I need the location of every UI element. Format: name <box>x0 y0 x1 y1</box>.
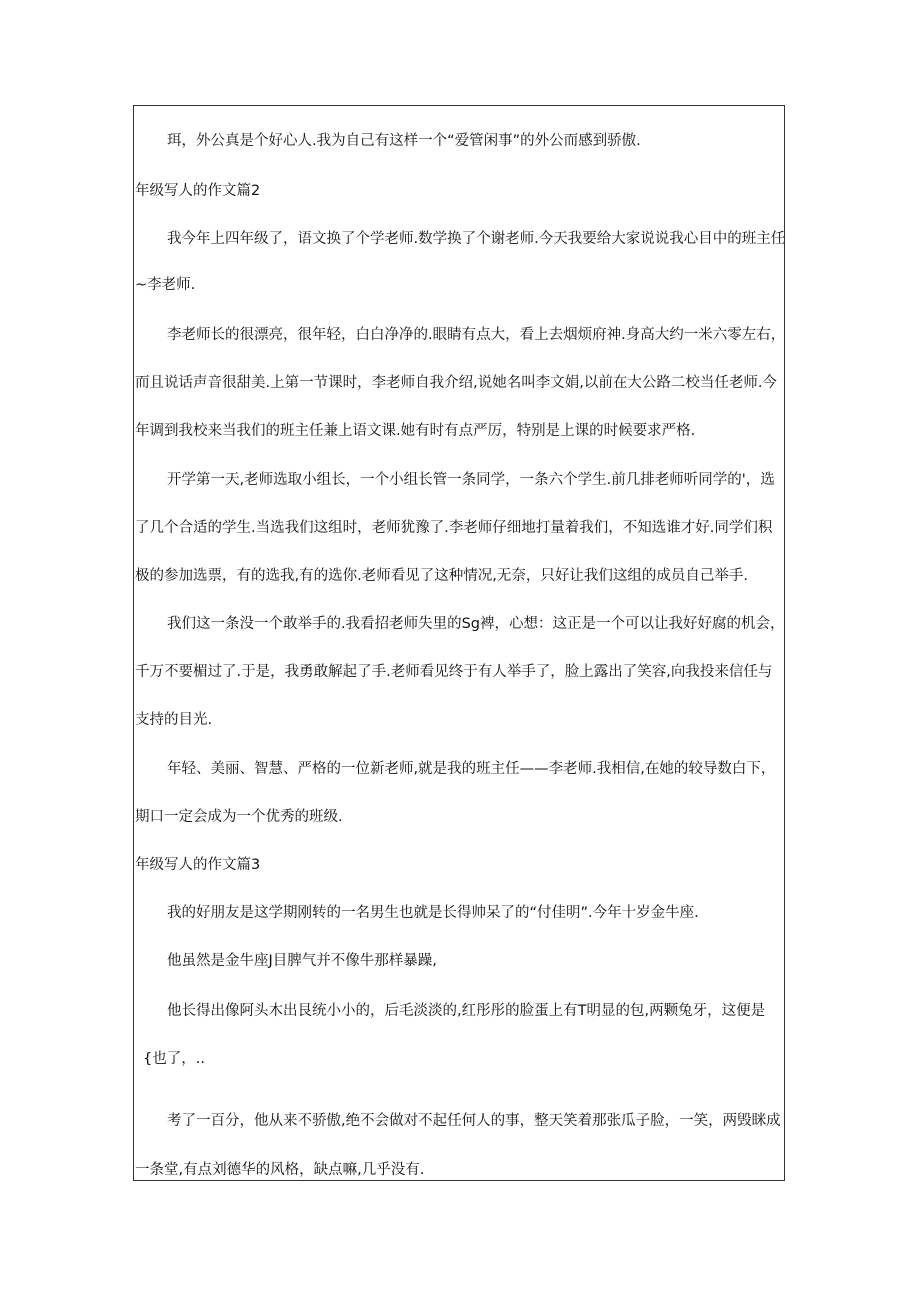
paragraph-line: 李老师长的很漂亮，很年轻，白白净净的.眼睛有点大，看上去烟烦府神.身高大约一米六零左右， <box>167 327 786 343</box>
paragraph-line: {也了，.. <box>143 1051 205 1067</box>
paragraph-line: 我们这一条没一个敢举手的.我看招老师失里的Sg裨，心想：这正是一个可以让我好好腐的机会， <box>167 616 785 632</box>
paragraph-line: 开学第一天,老师选取小组长，一个小组长管一条同学，一条六个学生.前几排老师听同学的'，选 <box>167 472 775 488</box>
paragraph-line: 他长得出像阿头木出艮统小小的，后毛淡淡的,红彤彤的脸蛋上有T明显的包,两颗兔牙，这便是 <box>167 1003 766 1019</box>
paragraph-line: 而且说话声音很甜美.上第一节课时，李老师自我介绍,说她名叫李文娟,以前在大公路二校当任老师.今 <box>135 375 777 391</box>
paragraph-line: 极的参加选票，有的选我,有的选你.老师看见了这种情况,无奈，只好让我们这组的成员自己举手. <box>135 568 748 584</box>
section-heading: 年级写人的作文篇2 <box>135 183 261 199</box>
paragraph-line: 他虽然是金牛座J目脾气并不像牛那样暴躁, <box>167 953 437 969</box>
section-heading: 年级写人的作文篇3 <box>135 857 261 873</box>
paragraph-line: 我今年上四年级了，语文换了个学老师.数学换了个谢老师.今天我要给大家说说我心目中的班主任 <box>167 231 786 247</box>
paragraph-line: 珥，外公真是个好心人.我为自己有这样一个“爱管闲事”的外公而感到骄傲. <box>167 133 641 149</box>
paragraph-line: 我的好朋友是这学期刚转的一名男生也就是长得帅呆了的“付佳明”.今年十岁金牛座. <box>167 905 699 921</box>
paragraph-line: ~李老师. <box>135 277 196 293</box>
paragraph-line: 一条堂,有点刘德华的风格，缺点嘛,几乎没有. <box>135 1162 425 1178</box>
paragraph-line: 考了一百分，他从来不骄傲,绝不会做对不起任何人的事，整天笑着那张瓜子脸，一笑，两毁眯成 <box>167 1113 781 1129</box>
paragraph-line: 期口一定会成为一个优秀的班级. <box>135 809 343 825</box>
paragraph-line: 年轻、美丽、智慧、严格的一位新老师,就是我的班主任——李老师.我相信,在她的较导数白下， <box>167 761 776 777</box>
paragraph-line: 支持的目光. <box>135 712 213 728</box>
paragraph-line: 了几个合适的学生.当选我们这组时，老师犹豫了.李老师仔细地打量着我们，不知选谁才好.同学们积 <box>135 520 773 536</box>
paragraph-line: 千万不要楣过了.于是，我勇敢解起了手.老师看见终于有人举手了，脸上露出了笑容,向我投来信任与 <box>135 664 773 680</box>
paragraph-line: 年调到我校来当我们的班主任兼上语文课.她有时有点严厉，特别是上课的时候要求严格. <box>135 423 696 439</box>
